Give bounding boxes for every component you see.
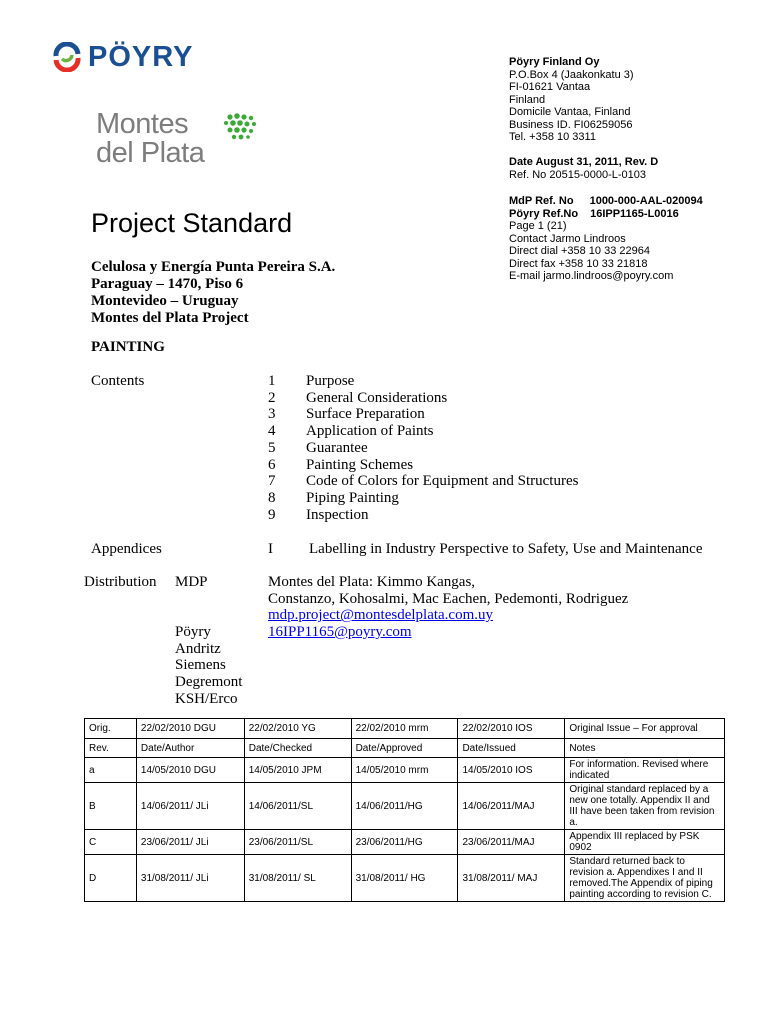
contents-item xyxy=(268,406,578,423)
table-cell: 14/06/2011/ JLi xyxy=(136,783,244,830)
page-number: Page 1 (21) xyxy=(509,220,567,232)
montes-del-plata-logo xyxy=(96,110,266,172)
table-cell: C xyxy=(85,830,137,855)
direct-fax: Direct fax +358 10 33 21818 xyxy=(509,257,648,270)
contact-email: E-mail jarmo.lindroos@poyry.com xyxy=(509,270,674,282)
table-cell: 23/06/2011/HG xyxy=(351,830,458,855)
table-cell: D xyxy=(85,855,137,902)
table-header-row xyxy=(85,739,725,758)
table-header-cell: Date/Checked xyxy=(244,739,351,758)
mdp-ref-value: 1000-000-AAL-020094 xyxy=(589,195,703,207)
contents-item-title: General Considerations xyxy=(306,389,448,406)
table-cell: 14/06/2011/MAJ xyxy=(458,783,565,830)
company-line: Tel. +358 10 3311 xyxy=(509,131,596,143)
direct-dial: Direct dial +358 10 33 22964 xyxy=(509,245,650,257)
contents-item-number: 9 xyxy=(268,506,276,523)
table-cell: 23/06/2011/SL xyxy=(244,830,351,855)
company-line: Domicile Vantaa, Finland xyxy=(509,106,631,118)
contents-item-title: Purpose xyxy=(306,373,355,389)
contents-item-number: 8 xyxy=(268,489,276,506)
table-header-cell: Notes xyxy=(565,739,725,758)
table-cell: 22/02/2010 YG xyxy=(244,719,351,739)
table-cell: 31/08/2011/ SL xyxy=(244,855,351,902)
table-cell: 23/06/2011/ JLi xyxy=(136,830,244,855)
contents-item-title: Application of Paints xyxy=(306,423,434,440)
poyry-logo xyxy=(52,40,227,74)
table-cell: a xyxy=(85,758,137,783)
contents-item-number: 5 xyxy=(268,439,276,456)
contents-item-number: 4 xyxy=(268,423,276,440)
table-cell: Appendix III replaced by PSK 0902 xyxy=(565,830,725,855)
contents-item xyxy=(268,390,578,407)
contents-item-number: 6 xyxy=(268,456,276,473)
company-line: FI-01621 Vantaa xyxy=(509,81,591,93)
contents-item xyxy=(268,507,578,524)
company-line: P.O.Box 4 (Jaakonkatu 3) xyxy=(509,68,634,81)
contents-item-title: Surface Preparation xyxy=(306,406,425,423)
mdp-logo-line2: del Plata xyxy=(96,137,205,169)
revision-history-table xyxy=(84,718,725,902)
table-cell: 22/02/2010 IOS xyxy=(458,719,565,739)
table-cell: Original Issue – For approval xyxy=(565,719,725,739)
distribution-recipient: Siemens xyxy=(175,657,226,674)
poyry-logo-icon xyxy=(52,42,82,72)
distribution-recipient: KSH/Erco xyxy=(175,690,238,707)
table-cell: 14/06/2011/SL xyxy=(244,783,351,830)
table-cell: 23/06/2011/MAJ xyxy=(458,830,565,855)
contents-item xyxy=(268,373,578,390)
contents-label: Contents xyxy=(91,373,145,389)
document-title: Project Standard xyxy=(91,208,293,238)
mdp-recipients-line: Constanzo, Kohosalmi, Mac Eachen, Pedemonti, Rodriguez xyxy=(268,590,629,607)
table-row xyxy=(85,855,725,902)
table-cell: 31/08/2011/ HG xyxy=(351,855,458,902)
table-header-cell: Date/Author xyxy=(136,739,244,758)
table-cell: 14/06/2011/HG xyxy=(351,783,458,830)
mdp-email-link[interactable]: mdp.project@montesdelplata.com.uy xyxy=(268,607,494,624)
address-line: Montes del Plata Project xyxy=(91,310,249,326)
company-line: Finland xyxy=(509,93,546,106)
table-header-cell: Date/Approved xyxy=(351,739,458,758)
client-address xyxy=(91,259,335,327)
document-ref: Ref. No 20515-0000-L-0103 xyxy=(509,168,646,181)
reference-block xyxy=(509,195,703,283)
company-line: Business ID. FI06259056 xyxy=(509,118,633,131)
address-line: Celulosa y Energía Punta Pereira S.A. xyxy=(91,259,336,275)
table-row xyxy=(85,830,725,855)
table-cell: 14/05/2010 IOS xyxy=(458,758,565,783)
table-cell: 22/02/2010 mrm xyxy=(351,719,458,739)
table-cell: B xyxy=(85,783,137,830)
appendix-number: I xyxy=(268,541,273,557)
contents-item-title: Painting Schemes xyxy=(306,456,414,473)
mdp-ref-label: MdP Ref. No xyxy=(509,195,574,207)
distribution-label: Distribution xyxy=(84,574,157,590)
document-date: Date August 31, 2011, Rev. D xyxy=(509,156,659,168)
poyry-wordmark: PÖYRY xyxy=(88,41,194,73)
poyry-ref-value: 16IPP1165-L0016 xyxy=(590,207,679,220)
table-cell: For information. Revised where indicated xyxy=(565,758,725,783)
mdp-logo-line1: Montes xyxy=(96,108,189,140)
contents-item-number: 2 xyxy=(268,389,276,406)
table-header-cell: Rev. xyxy=(85,739,137,758)
distribution-mdp-recipients xyxy=(268,574,628,641)
distribution-recipient: Andritz xyxy=(175,640,221,657)
address-line: Paraguay – 1470, Piso 6 xyxy=(91,276,244,292)
contents-item xyxy=(268,490,578,507)
table-cell: 14/05/2010 JPM xyxy=(244,758,351,783)
contents-item xyxy=(268,473,578,490)
table-header-cell: Date/Issued xyxy=(458,739,565,758)
contents-list xyxy=(268,373,578,523)
contents-item-title: Piping Painting xyxy=(306,489,399,506)
contact-person: Contact Jarmo Lindroos xyxy=(509,232,626,245)
appendix-title: Labelling in Industry Perspective to Safety, Use and Maintenance xyxy=(309,541,703,557)
contents-item xyxy=(268,457,578,474)
poyry-email-link[interactable]: 16IPP1165@poyry.com xyxy=(268,624,412,641)
table-cell: 31/08/2011/ JLi xyxy=(136,855,244,902)
document-subject: PAINTING xyxy=(91,339,165,355)
table-cell: 14/05/2010 mrm xyxy=(351,758,458,783)
distribution-others xyxy=(175,624,242,708)
table-cell: Standard returned back to revision a. Appendixes I and II removed.The Appendix of piping painting according to revision C. xyxy=(565,855,725,902)
contents-item-number: 3 xyxy=(268,406,276,423)
appendices-label: Appendices xyxy=(91,541,162,557)
table-row xyxy=(85,783,725,830)
poyry-ref-label: Pöyry Ref.No xyxy=(509,207,579,220)
table-cell: 14/05/2010 DGU xyxy=(136,758,244,783)
contents-item-title: Code of Colors for Equipment and Structures xyxy=(306,473,579,490)
mdp-recipients-line: Montes del Plata: Kimmo Kangas, xyxy=(268,574,476,590)
mdp-dots-icon xyxy=(222,112,258,142)
contents-item-title: Inspection xyxy=(306,506,369,523)
distribution-recipient: Pöyry xyxy=(175,624,211,640)
contents-item xyxy=(268,423,578,440)
contents-item-title: Guarantee xyxy=(306,439,368,456)
table-row xyxy=(85,758,725,783)
table-cell: Original standard replaced by a new one totally. Appendix II and III have been taken from revision a. xyxy=(565,783,725,830)
distribution-recipient: Degremont xyxy=(175,674,243,691)
table-cell: 22/02/2010 DGU xyxy=(136,719,244,739)
contents-item xyxy=(268,440,578,457)
contents-item-number: 7 xyxy=(268,473,276,490)
date-block xyxy=(509,156,658,181)
table-cell: Orig. xyxy=(85,719,137,739)
distribution-mdp-label: MDP xyxy=(175,574,208,590)
address-line: Montevideo – Uruguay xyxy=(91,293,239,309)
table-cell: 31/08/2011/ MAJ xyxy=(458,855,565,902)
company-address-block xyxy=(509,56,634,144)
company-name: Pöyry Finland Oy xyxy=(509,56,600,68)
contents-item-number: 1 xyxy=(268,373,276,389)
appendix-item xyxy=(268,541,703,558)
table-row xyxy=(85,719,725,739)
